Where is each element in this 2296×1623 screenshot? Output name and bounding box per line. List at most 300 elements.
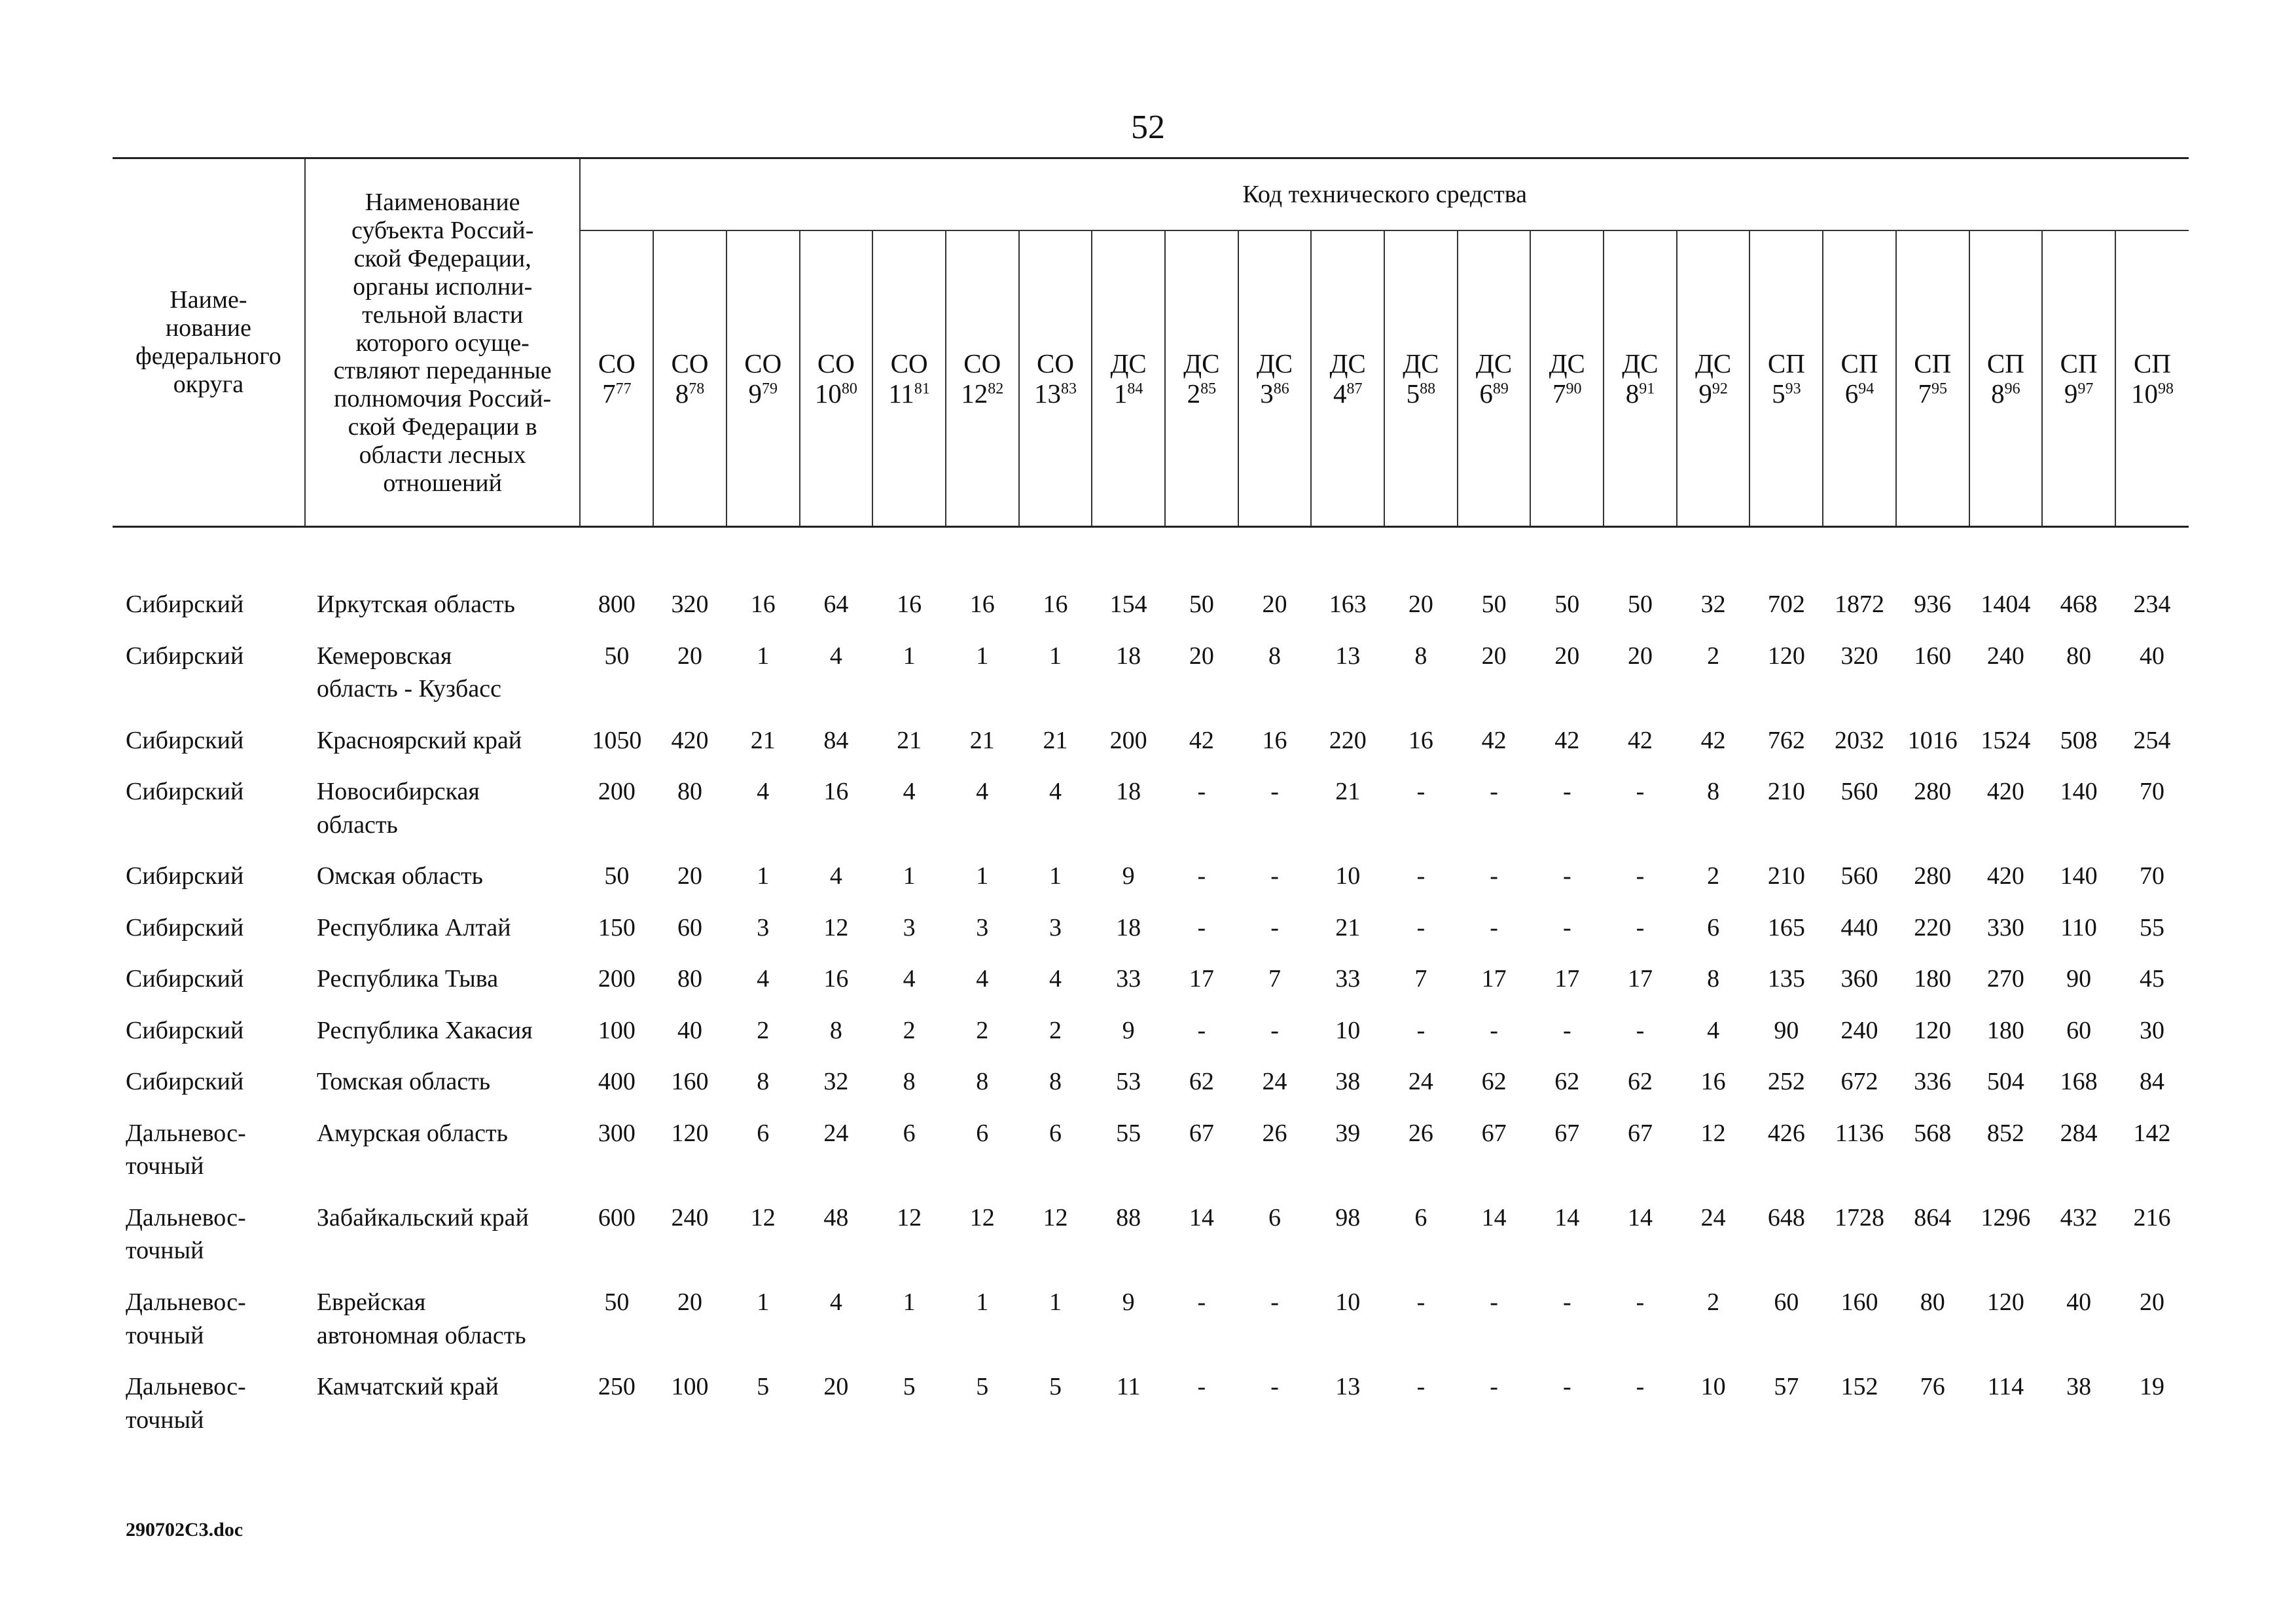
value-cell: 7 (1414, 965, 1427, 993)
value-cell: 8 (1049, 1068, 1062, 1096)
code-header (1969, 230, 2043, 527)
text-line: Кемеровская (316, 642, 452, 670)
value-cell: 48 (823, 1203, 849, 1231)
code-prefix: ДС (1403, 348, 1439, 378)
value-cell: 1 (757, 862, 770, 890)
value-cell: 57 (1774, 1373, 1799, 1401)
value-cell: 2 (903, 1016, 916, 1044)
table-body (113, 527, 2189, 1445)
value-cell: 2 (757, 1016, 770, 1044)
table-row (113, 1360, 2189, 1444)
text-line: Дальневос- (126, 1373, 246, 1401)
value-cell: 1 (976, 1288, 989, 1316)
value-cell: 17 (1627, 965, 1653, 993)
value-cell: 300 (598, 1119, 636, 1147)
footnote-ref: 97 (2077, 380, 2094, 397)
text-line: автономная область (316, 1321, 526, 1349)
table-row (113, 1191, 2189, 1275)
value-cell: 3 (903, 913, 916, 941)
text-line: органы исполни- (353, 272, 533, 301)
value-cell: 21 (897, 726, 922, 754)
value-cell: 4 (1707, 1016, 1720, 1044)
code-header (1677, 230, 1750, 527)
value-cell: 4 (829, 1288, 842, 1316)
value-cell: 5 (903, 1373, 916, 1401)
federal-district-cell (113, 1191, 305, 1275)
code-prefix: СО (598, 348, 636, 378)
text-line: Наименование (365, 188, 520, 216)
value-cell: 33 (1335, 965, 1361, 993)
federal-district-cell (113, 527, 305, 629)
value-cell: 420 (1986, 778, 2024, 806)
code-prefix: СО (1036, 348, 1074, 378)
value-cell: 16 (897, 591, 922, 618)
code-prefix: СП (1986, 348, 2024, 378)
value-cell: 180 (1914, 965, 1952, 993)
value-cell: 4 (976, 965, 989, 993)
value-cell: 84 (823, 726, 849, 754)
value-cell: 1 (976, 862, 989, 890)
value-cell: 12 (823, 913, 849, 941)
footnote-ref: 92 (1712, 380, 1728, 397)
footnote-ref: 84 (1127, 380, 1143, 397)
value-cell: 67 (1481, 1119, 1507, 1147)
value-cell: 80 (677, 965, 703, 993)
value-cell: 60 (2066, 1016, 2092, 1044)
value-cell: 6 (903, 1119, 916, 1147)
value-cell: - (1636, 778, 1645, 806)
value-cell: 440 (1840, 913, 1878, 941)
subject-cell (305, 1055, 581, 1106)
value-cell: 33 (1116, 965, 1141, 993)
value-cell: 40 (2139, 642, 2164, 670)
value-cell: 420 (1986, 862, 2024, 890)
value-cell: 320 (671, 591, 709, 618)
footnote-ref: 96 (2004, 380, 2020, 397)
text-line: Амурская область (316, 1119, 508, 1147)
subject-cell (305, 849, 581, 901)
code-number: 7 (1918, 378, 1931, 409)
value-cell: - (1197, 862, 1206, 890)
text-line: Сибирский (126, 1068, 244, 1096)
value-cell: 9 (1122, 862, 1135, 890)
text-line: ствляют переданные (333, 357, 552, 385)
value-cell: 19 (2139, 1373, 2164, 1401)
value-cell: 100 (671, 1373, 709, 1401)
value-cell: 234 (2133, 591, 2171, 618)
value-cell: 76 (1920, 1373, 1945, 1401)
value-cell: 2 (976, 1016, 989, 1044)
equipment-code-header: Код технического средства (580, 158, 2189, 231)
value-cell: 20 (2139, 1288, 2164, 1316)
value-cell: 11 (1116, 1373, 1141, 1401)
federal-district-cell (113, 1106, 305, 1191)
code-prefix: СП (2060, 348, 2098, 378)
value-cell: 21 (1335, 913, 1361, 941)
code-header (1019, 230, 1092, 527)
table-row (113, 1055, 2189, 1106)
value-cell: 142 (2133, 1119, 2171, 1147)
value-cell: 16 (1262, 726, 1287, 754)
value-cell: - (1490, 862, 1498, 890)
text-line: ской Федерации, (353, 244, 531, 272)
value-cell: 42 (1554, 726, 1580, 754)
value-cell: 20 (1627, 642, 1653, 670)
value-cell: 80 (2066, 642, 2092, 670)
value-cell: 20 (1554, 642, 1580, 670)
value-cell: 50 (1627, 591, 1653, 618)
value-cell: 672 (1840, 1068, 1878, 1096)
value-cell: 120 (1986, 1288, 2024, 1316)
value-cell: 160 (1840, 1288, 1878, 1316)
footnote-ref: 90 (1566, 380, 1582, 397)
value-cell: 21 (969, 726, 995, 754)
value-cell: - (1636, 1288, 1645, 1316)
code-header (2115, 230, 2189, 527)
code-prefix: ДС (1475, 348, 1513, 378)
code-prefix: СП (1840, 348, 1878, 378)
value-cell: 4 (757, 965, 770, 993)
value-cell: 210 (1767, 778, 1805, 806)
footnote-ref: 87 (1346, 380, 1363, 397)
value-cell: - (1636, 1016, 1645, 1044)
value-cell: 20 (1481, 642, 1507, 670)
footnote-ref: 93 (1785, 380, 1801, 397)
value-cell: - (1416, 778, 1426, 806)
value-cell: 50 (1481, 591, 1507, 618)
value-cell: - (1562, 1288, 1571, 1316)
value-cell: 6 (976, 1119, 989, 1147)
value-cell: - (1636, 913, 1645, 941)
value-cell: 568 (1914, 1119, 1952, 1147)
value-cell: 220 (1329, 726, 1367, 754)
value-cell: 200 (598, 778, 636, 806)
value-cell: 140 (2060, 778, 2098, 806)
text-line: Иркутская область (316, 591, 515, 618)
value-cell: 360 (1840, 965, 1878, 993)
federal-district-cell (113, 901, 305, 953)
value-cell: 21 (1043, 726, 1068, 754)
value-cell: 1404 (1981, 591, 2031, 618)
text-line: Дальневос- (126, 1203, 246, 1231)
code-number: 8 (675, 378, 689, 409)
code-prefix: СО (671, 348, 709, 378)
value-cell: 114 (1987, 1373, 2024, 1401)
value-cell: 21 (750, 726, 776, 754)
value-cell: - (1270, 862, 1279, 890)
value-cell: 18 (1116, 913, 1141, 941)
value-cell: 16 (1700, 1068, 1726, 1096)
value-cell: 13 (1335, 642, 1361, 670)
value-cell: 50 (604, 1288, 630, 1316)
value-cell: 2 (1707, 862, 1720, 890)
value-cell: 2 (1707, 1288, 1720, 1316)
code-number: 11 (888, 378, 914, 409)
value-cell: 426 (1767, 1119, 1805, 1147)
code-number: 8 (1625, 378, 1640, 409)
footnote-ref: 94 (1858, 380, 1874, 397)
value-cell: 50 (604, 862, 630, 890)
code-prefix: ДС (1329, 348, 1366, 378)
code-header (2042, 230, 2115, 527)
value-cell: 18 (1116, 778, 1141, 806)
value-cell: 16 (1043, 591, 1068, 618)
value-cell: 20 (677, 642, 703, 670)
value-cell: 84 (2139, 1068, 2164, 1096)
value-cell: 160 (1914, 642, 1952, 670)
federal-district-cell (113, 629, 305, 714)
value-cell: 10 (1335, 862, 1361, 890)
value-cell: 3 (1049, 913, 1062, 941)
value-cell: 88 (1116, 1203, 1141, 1231)
value-cell: 62 (1481, 1068, 1507, 1096)
value-cell: 9 (1122, 1288, 1135, 1316)
value-cell: 70 (2139, 778, 2164, 806)
value-cell: - (1562, 1373, 1571, 1401)
value-cell: 8 (1707, 965, 1720, 993)
text-line: точный (126, 1406, 204, 1434)
value-cell: 16 (823, 965, 849, 993)
value-cell: 42 (1481, 726, 1507, 754)
value-cell: 10 (1335, 1016, 1361, 1044)
value-cell: - (1416, 1373, 1426, 1401)
value-cell: 60 (677, 913, 703, 941)
value-cell: 10 (1700, 1373, 1726, 1401)
code-header (800, 230, 873, 527)
value-cell: 67 (1627, 1119, 1653, 1147)
value-cell: 12 (1700, 1119, 1726, 1147)
value-cell: 284 (2060, 1119, 2098, 1147)
footnote-ref: 78 (689, 380, 705, 397)
value-cell: - (1197, 1373, 1206, 1401)
value-cell: 560 (1840, 862, 1878, 890)
text-line: Сибирский (126, 1016, 244, 1044)
value-cell: 120 (1767, 642, 1805, 670)
subject-cell (305, 1106, 581, 1191)
text-line: федерального (135, 342, 281, 370)
value-cell: 560 (1840, 778, 1878, 806)
value-cell: - (1490, 778, 1498, 806)
value-cell: 1 (1049, 1288, 1062, 1316)
value-cell: 90 (1774, 1016, 1799, 1044)
code-header (1530, 230, 1604, 527)
value-cell: 508 (2060, 726, 2098, 754)
value-cell: 280 (1914, 778, 1952, 806)
code-number: 6 (1479, 378, 1493, 409)
text-line: полномочия Россий- (334, 385, 552, 413)
code-number: 2 (1187, 378, 1201, 409)
subject-cell (305, 1004, 581, 1055)
federal-district-cell (113, 952, 305, 1004)
federal-district-cell (113, 1275, 305, 1360)
value-cell: 6 (1049, 1119, 1062, 1147)
code-prefix: ДС (1695, 348, 1732, 378)
value-cell: 16 (823, 778, 849, 806)
subject-header (305, 158, 581, 527)
value-cell: 14 (1554, 1203, 1580, 1231)
subject-cell (305, 901, 581, 953)
value-cell: 2 (1049, 1016, 1062, 1044)
value-cell: 17 (1554, 965, 1580, 993)
value-cell: 420 (671, 726, 709, 754)
value-cell: 1 (757, 1288, 770, 1316)
federal-district-cell (113, 1055, 305, 1106)
value-cell: 1050 (592, 726, 642, 754)
value-cell: 62 (1189, 1068, 1214, 1096)
value-cell: - (1270, 1373, 1279, 1401)
value-cell: 6 (757, 1119, 770, 1147)
value-cell: 120 (671, 1119, 709, 1147)
text-line: точный (126, 1321, 204, 1349)
value-cell: 8 (757, 1068, 770, 1096)
federal-district-cell (113, 1360, 305, 1444)
code-header (580, 230, 653, 527)
code-header (653, 230, 726, 527)
federal-district-cell (113, 714, 305, 765)
value-cell: 12 (750, 1203, 776, 1231)
subject-cell (305, 765, 581, 849)
value-cell: 16 (1408, 726, 1433, 754)
code-prefix: СО (744, 348, 782, 378)
text-line: Забайкальский край (316, 1203, 529, 1231)
value-cell: - (1416, 862, 1426, 890)
value-cell: 42 (1189, 726, 1214, 754)
value-cell: 160 (671, 1068, 709, 1096)
text-line: Наиме- (170, 286, 247, 314)
value-cell: 5 (1049, 1373, 1062, 1401)
value-cell: 2 (1707, 642, 1720, 670)
footnote-ref: 88 (1420, 380, 1436, 397)
header-row-1 (113, 158, 2189, 231)
value-cell: 9 (1122, 1016, 1135, 1044)
value-cell: 20 (1262, 591, 1287, 618)
value-cell: 1 (757, 642, 770, 670)
footnote-ref: 95 (1931, 380, 1947, 397)
value-cell: 400 (598, 1068, 636, 1096)
value-cell: 67 (1189, 1119, 1214, 1147)
text-line: Красноярский край (316, 726, 522, 754)
value-cell: 468 (2060, 591, 2098, 618)
value-cell: - (1270, 1016, 1279, 1044)
text-line: тельной власти (362, 301, 524, 329)
value-cell: 270 (1986, 965, 2024, 993)
value-cell: 152 (1840, 1373, 1878, 1401)
subject-cell (305, 1275, 581, 1360)
value-cell: - (1416, 1288, 1426, 1316)
code-prefix: СП (2133, 348, 2171, 378)
value-cell: 254 (2133, 726, 2171, 754)
value-cell: 6 (1414, 1203, 1427, 1231)
code-number: 10 (814, 378, 842, 409)
value-cell: 90 (2066, 965, 2092, 993)
value-cell: 165 (1767, 913, 1805, 941)
code-number: 6 (1844, 378, 1859, 409)
value-cell: 38 (2066, 1373, 2092, 1401)
table-row (113, 527, 2189, 629)
code-prefix: СО (963, 348, 1001, 378)
footnote-ref: 91 (1639, 380, 1655, 397)
code-header (1384, 230, 1458, 527)
value-cell: 12 (969, 1203, 995, 1231)
value-cell: 8 (976, 1068, 989, 1096)
federal-district-cell (113, 765, 305, 849)
code-number: 1 (1113, 378, 1128, 409)
table-row (113, 1106, 2189, 1191)
text-line: Сибирский (126, 642, 244, 670)
footnote-ref: 86 (1273, 380, 1289, 397)
value-cell: - (1562, 862, 1571, 890)
table-row (113, 952, 2189, 1004)
code-header (1458, 230, 1531, 527)
page-number: 52 (1131, 109, 1165, 146)
value-cell: 320 (1840, 642, 1878, 670)
table-row (113, 1275, 2189, 1360)
code-number: 4 (1333, 378, 1347, 409)
value-cell: 250 (598, 1373, 636, 1401)
value-cell: 24 (1700, 1203, 1726, 1231)
text-line: округа (173, 370, 244, 398)
federal-district-header (113, 158, 305, 527)
value-cell: 4 (757, 778, 770, 806)
footnote-ref: 85 (1200, 380, 1217, 397)
value-cell: - (1562, 778, 1571, 806)
value-cell: 432 (2060, 1203, 2098, 1231)
value-cell: 336 (1914, 1068, 1952, 1096)
value-cell: - (1562, 913, 1571, 941)
value-cell: 110 (2060, 913, 2097, 941)
value-cell: 1016 (1907, 726, 1958, 754)
value-cell: 60 (1774, 1288, 1799, 1316)
text-line: точный (126, 1237, 204, 1265)
text-line: Дальневос- (126, 1119, 246, 1147)
value-cell: 50 (1189, 591, 1214, 618)
value-cell: 10 (1335, 1288, 1361, 1316)
text-line: Сибирский (126, 591, 244, 618)
value-cell: 1 (1049, 862, 1062, 890)
value-cell: 1296 (1981, 1203, 2031, 1231)
value-cell: 40 (2066, 1288, 2092, 1316)
value-cell: 16 (750, 591, 776, 618)
value-cell: 64 (823, 591, 849, 618)
value-cell: - (1490, 1016, 1498, 1044)
value-cell: - (1197, 913, 1206, 941)
code-number: 8 (1991, 378, 2005, 409)
value-cell: - (1197, 1016, 1206, 1044)
value-cell: 800 (598, 591, 636, 618)
code-number: 5 (1772, 378, 1785, 409)
footnote-ref: 79 (761, 380, 778, 397)
value-cell: 42 (1700, 726, 1726, 754)
value-cell: 4 (1049, 778, 1062, 806)
value-cell: 6 (1268, 1203, 1282, 1231)
value-cell: 648 (1767, 1203, 1805, 1231)
footnote-ref: 89 (1492, 380, 1509, 397)
value-cell: 24 (1408, 1068, 1433, 1096)
value-cell: 80 (1920, 1288, 1945, 1316)
text-line: Сибирский (126, 965, 244, 993)
footnote-ref: 80 (841, 380, 857, 397)
value-cell: 38 (1335, 1068, 1361, 1096)
value-cell: 150 (598, 913, 636, 941)
text-line: Республика Алтай (316, 913, 511, 941)
text-line: отношений (383, 469, 502, 498)
code-prefix: ДС (1549, 348, 1585, 378)
text-line: Томская область (316, 1068, 491, 1096)
value-cell: 120 (1914, 1016, 1952, 1044)
value-cell: 62 (1554, 1068, 1580, 1096)
code-prefix: ДС (1256, 348, 1293, 378)
code-prefix: СП (1767, 348, 1805, 378)
